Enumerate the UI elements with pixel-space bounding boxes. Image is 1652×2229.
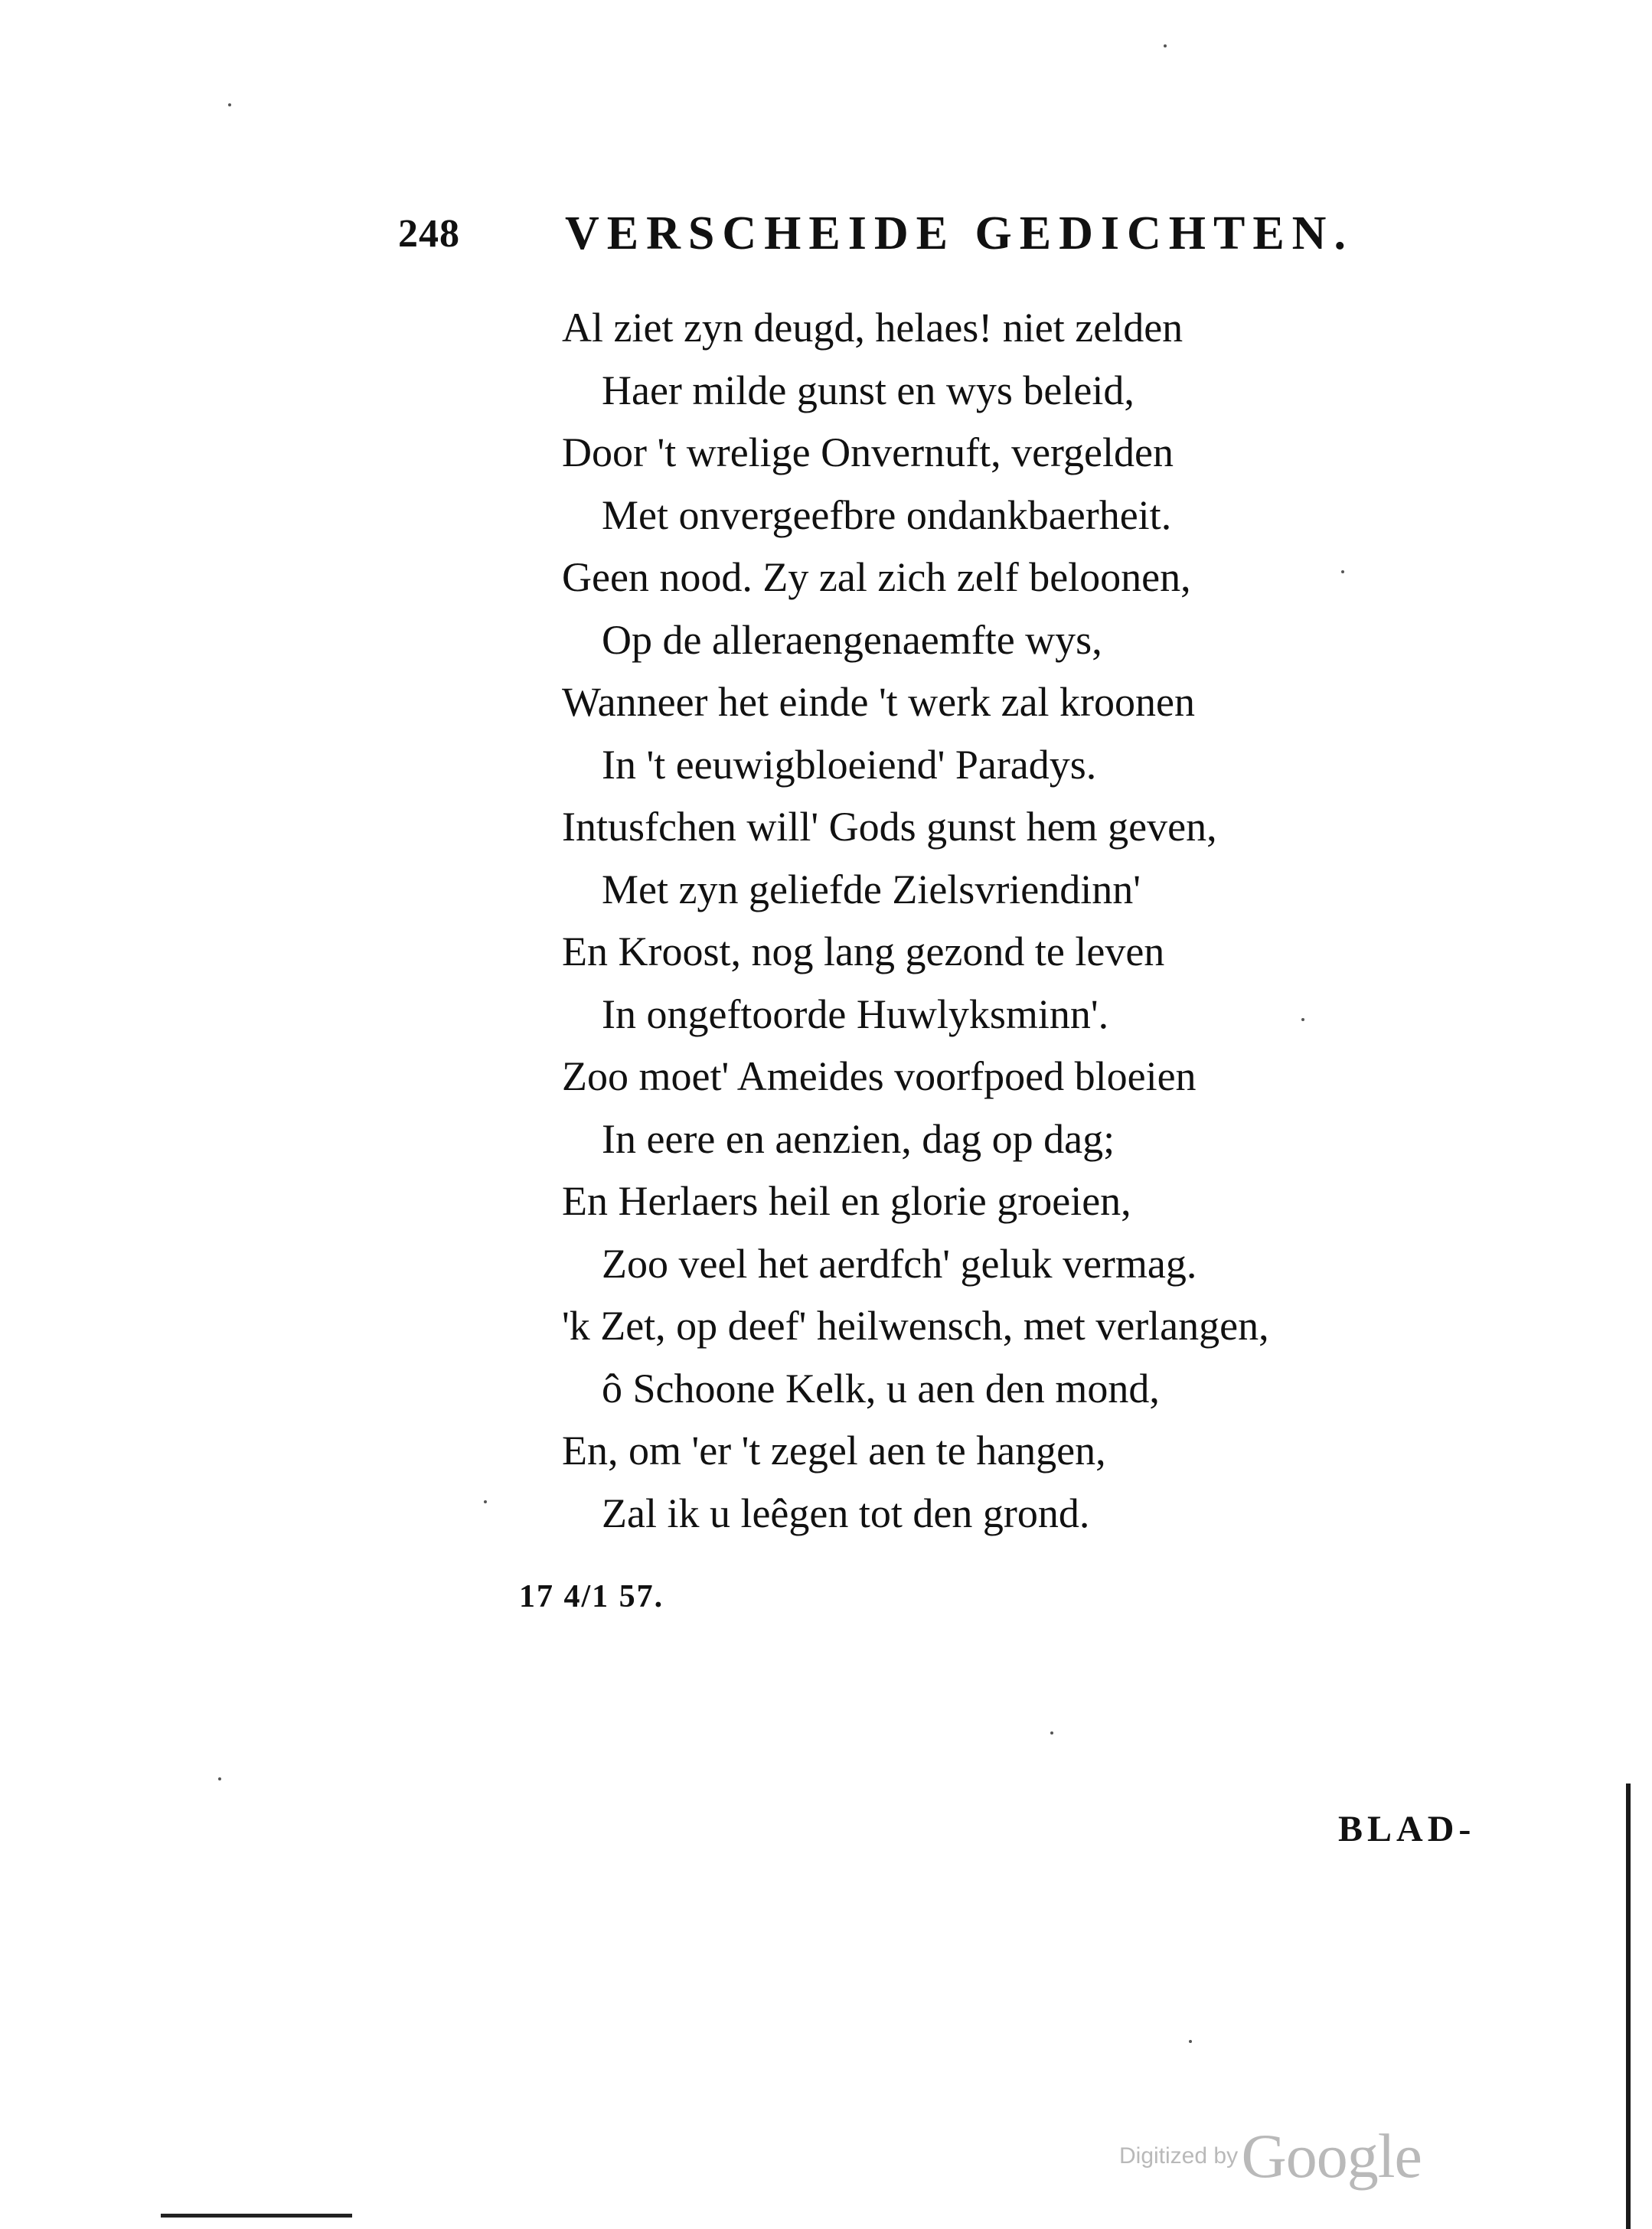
page-edge-shadow: [1626, 1784, 1631, 2229]
poem-line-5: Geen nood. Zy zal zich zelf beloonen,: [562, 554, 1191, 600]
poem-line-13: Zoo moet' Ameides voorfpoed bloeien: [562, 1053, 1197, 1099]
page-header: [398, 207, 1409, 276]
poem-line-15: En Herlaers heil en glorie groeien,: [562, 1178, 1131, 1224]
poem-line-10: Met zyn geliefde Zielsvriendinn': [602, 866, 1141, 912]
poem-line-3: Door 't wrelige Onvernuft, vergelden: [562, 429, 1174, 475]
poem-line-19: En, om 'er 't zegel aen te hangen,: [562, 1428, 1106, 1473]
print-speck: [1050, 1731, 1053, 1735]
digitization-watermark: [1119, 2120, 1422, 2192]
print-speck: [228, 103, 231, 106]
poem-line-7: Wanneer het einde 't werk zal kroonen: [562, 679, 1196, 725]
page-number: 248: [398, 212, 460, 256]
poem-line-17: 'k Zet, op deef' heilwensch, met verlangen,: [562, 1303, 1269, 1349]
print-speck: [218, 1777, 221, 1780]
poem-line-14: In eere en aenzien, dag op dag;: [602, 1115, 1115, 1162]
poem-line-16: Zoo veel het aerdfch' geluk vermag.: [602, 1240, 1197, 1287]
poem-line-6: Op de alleraengenaemfte wys,: [602, 616, 1102, 663]
catchword: BLAD-: [1338, 1809, 1476, 1849]
poem-line-8: In 't eeuwigbloeiend' Paradys.: [602, 741, 1097, 788]
print-speck: [484, 1500, 487, 1503]
print-speck: [1341, 570, 1344, 573]
print-speck: [1301, 1018, 1304, 1021]
watermark-prefix: Digitized by: [1119, 2143, 1239, 2169]
running-title: VERSCHEIDE GEDICHTEN.: [565, 207, 1353, 259]
bottom-rule: [161, 2214, 352, 2218]
print-speck: [1164, 44, 1167, 47]
poem-line-18: ô Schoone Kelk, u aen den mond,: [602, 1365, 1160, 1411]
poem-stanza: [562, 297, 1481, 1545]
poem-date: 17 4/1 57.: [519, 1579, 664, 1614]
poem-line-4: Met onvergeefbre ondankbaerheit.: [602, 491, 1172, 538]
poem-line-11: En Kroost, nog lang gezond te leven: [562, 928, 1165, 974]
poem-line-20: Zal ik u leêgen tot den grond.: [602, 1490, 1090, 1536]
print-speck: [1189, 2040, 1192, 2043]
poem-line-1: Al ziet zyn deugd, helaes! niet zelden: [562, 305, 1183, 351]
poem-line-2: Haer milde gunst en wys beleid,: [602, 367, 1135, 413]
poem-line-9: Intusfchen will' Gods gunst hem geven,: [562, 804, 1217, 850]
poem-line-12: In ongeftoorde Huwlyksminn'.: [602, 990, 1109, 1037]
google-logo: Google: [1241, 2121, 1422, 2191]
